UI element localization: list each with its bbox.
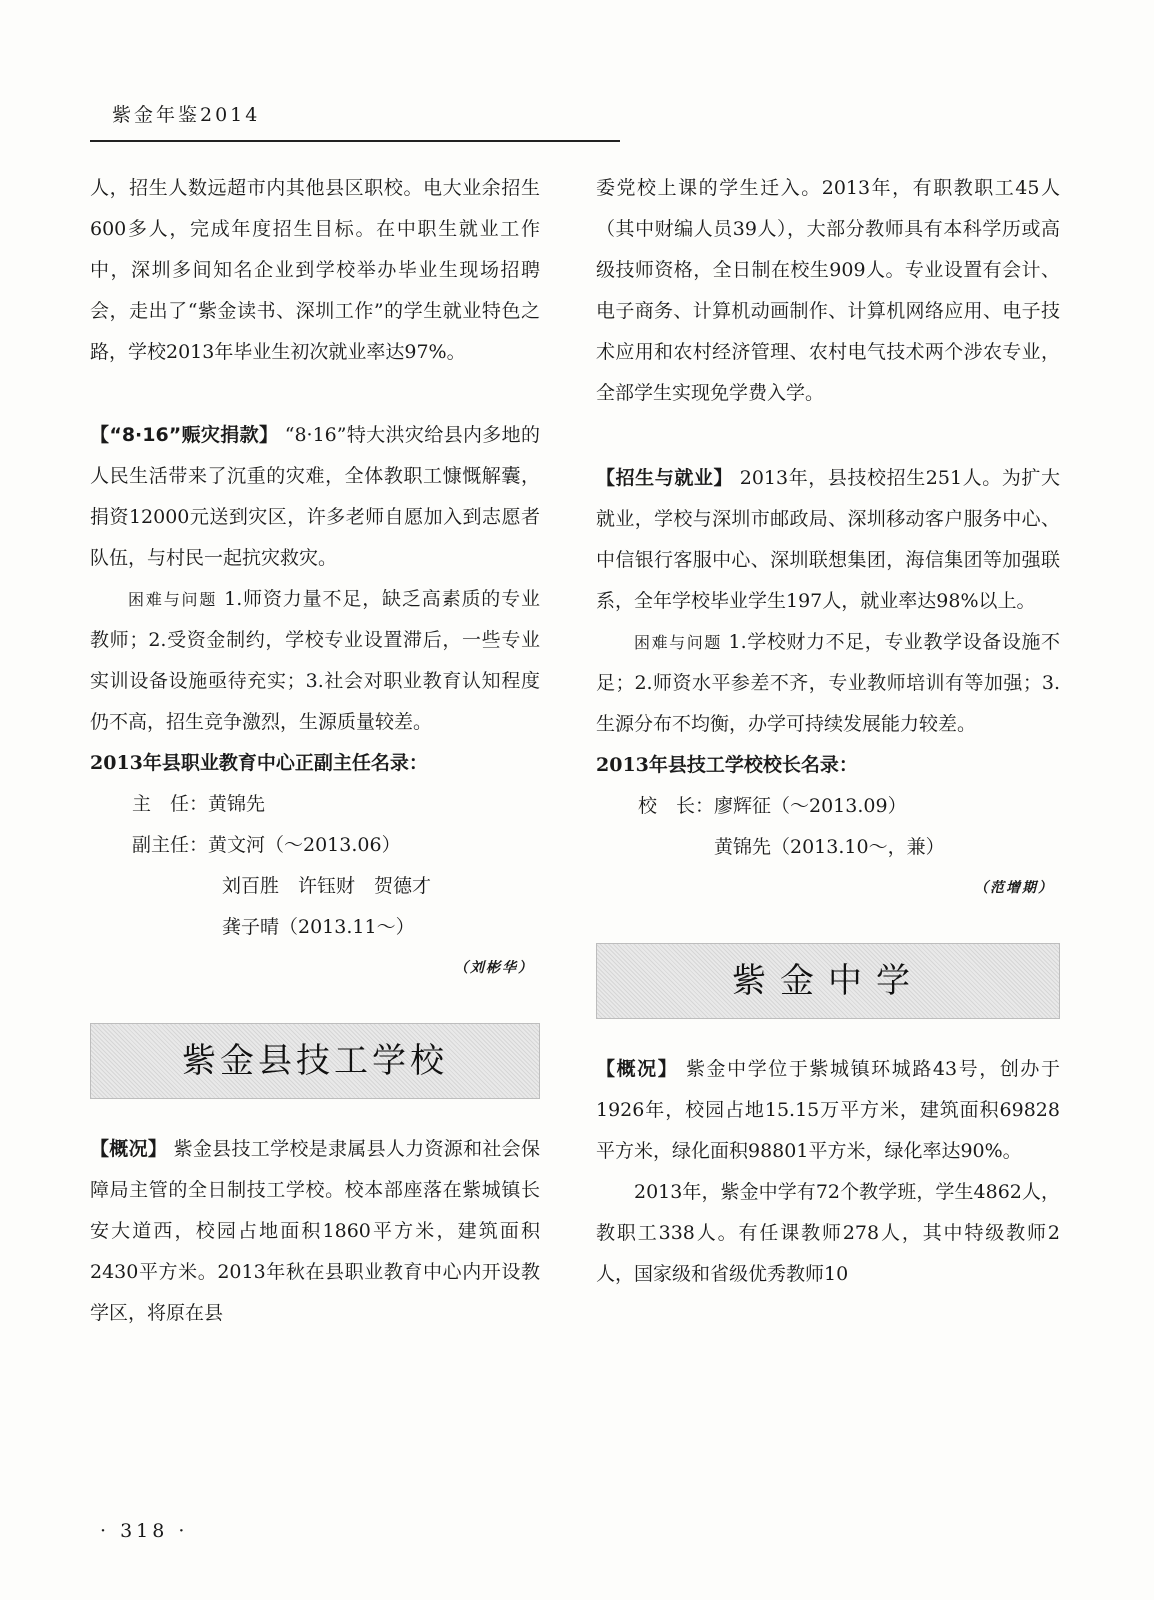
paragraph-overview xyxy=(596,1049,1060,1172)
byline: （刘彬华） xyxy=(454,960,534,976)
running-header-title: 紫金年鉴2014 xyxy=(112,104,261,126)
overview-text: 紫金中学位于紫城镇环城路43号，创办于1926年，校园占地15.15万平方米，建筑面积69828平方米，绿化面积98801平方米，绿化率达90%。 xyxy=(596,1058,1060,1162)
heading-overview: 【概况】 xyxy=(596,1058,679,1080)
paragraph-enrollment-intro: 人，招生人数远超市内其他县区职校。电大业余招生600多人，完成年度招生目标。在中职生就业工作中，深圳多间知名企业到学校举办毕业生现场招聘会，走出了“紫金读书、深圳工作”的学生就业特色之路，学校2013年毕业生初次就业率达97%。 xyxy=(90,177,540,363)
overview-text: 紫金县技工学校是隶属县人力资源和社会保障局主管的全日制技工学校。校本部座落在紫城镇长安大道西，校园占地面积1860平方米，建筑面积2430平方米。2013年秋在县职业教育中心内开设教学区，将原在县 xyxy=(90,1138,540,1324)
byline: （范增期） xyxy=(974,880,1054,896)
donation-text: “8·16”特大洪灾给县内多地的人民生活带来了沉重的灾难，全体教职工慷慨解囊，捐资12000元送到灾区，许多老师自愿加入到志愿者队伍，与村民一起抗灾救灾。 xyxy=(90,424,540,569)
page-number: · 318 · xyxy=(100,1520,189,1542)
problems-label: 困难与问题 xyxy=(634,633,722,652)
heading-enrollment: 【招生与就业】 xyxy=(596,467,734,489)
roster-line: 副主任：黄文河（～2013.06） xyxy=(132,834,401,856)
roster-title: 2013年县职业教育中心正副主任名录： xyxy=(90,752,428,774)
header-rule xyxy=(90,140,620,142)
roster-line: 刘百胜 许钰财 贺德才 xyxy=(222,875,432,897)
problems-text: 1.学校财力不足，专业教学设备设施不足；2.师资水平参差不齐，专业教师培训有等加强；3.生源分布不均衡，办学可持续发展能力较差。 xyxy=(596,631,1060,735)
paragraph-problems xyxy=(90,579,540,743)
roster-title: 2013年县技工学校校长名录： xyxy=(596,754,858,776)
paragraph-overview xyxy=(90,1129,540,1334)
problems-text: 1.师资力量不足，缺乏高素质的专业教师；2.受资金制约，学校专业设置滞后，一些专业实训设备设施亟待充实；3.社会对职业教育认知程度仍不高，招生竞争激烈，生源质量较差。 xyxy=(90,588,540,733)
roster-list xyxy=(596,786,1060,868)
paragraph-stats: 2013年，紫金中学有72个教学班，学生4862人，教职工338人。有任课教师278人，其中特级教师2人，国家级和省级优秀教师10 xyxy=(596,1181,1060,1285)
roster-line: 主 任：黄锦先 xyxy=(132,793,266,815)
roster-line: 校 长：廖辉征（～2013.09） xyxy=(638,795,907,817)
roster-list xyxy=(90,784,540,948)
roster-line: 龚子晴（2013.11～） xyxy=(222,916,415,938)
section-banner: 紫金中学 xyxy=(596,943,1060,1019)
left-column xyxy=(90,168,540,1334)
right-column xyxy=(596,168,1060,1295)
enrollment-text: 2013年，县技校招生251人。为扩大就业，学校与深圳市邮政局、深圳移动客户服务中心、中信银行客服中心、深圳联想集团，海信集团等加强联系，全年学校毕业学生197人，就业率达98%以上。 xyxy=(596,467,1060,612)
heading-overview: 【概况】 xyxy=(90,1138,168,1160)
section-banner: 紫金县技工学校 xyxy=(90,1023,540,1099)
paragraph-donation xyxy=(90,415,540,579)
problems-label: 困难与问题 xyxy=(128,590,218,609)
paragraph-school-cont: 委党校上课的学生迁入。2013年，有职教职工45人（其中财编人员39人），大部分教师具有本科学历或高级技师资格，全日制在校生909人。专业设置有会计、电子商务、计算机动画制作、计算机网络应用、电子技术应用和农村经济管理、农村电气技术两个涉农专业，全部学生实现免学费入学。 xyxy=(596,177,1060,404)
roster-line: 黄锦先（2013.10～，兼） xyxy=(714,836,945,858)
paragraph-enrollment xyxy=(596,458,1060,622)
paragraph-problems xyxy=(596,622,1060,745)
heading-donation: 【“8·16”赈灾捐款】 xyxy=(90,424,279,446)
